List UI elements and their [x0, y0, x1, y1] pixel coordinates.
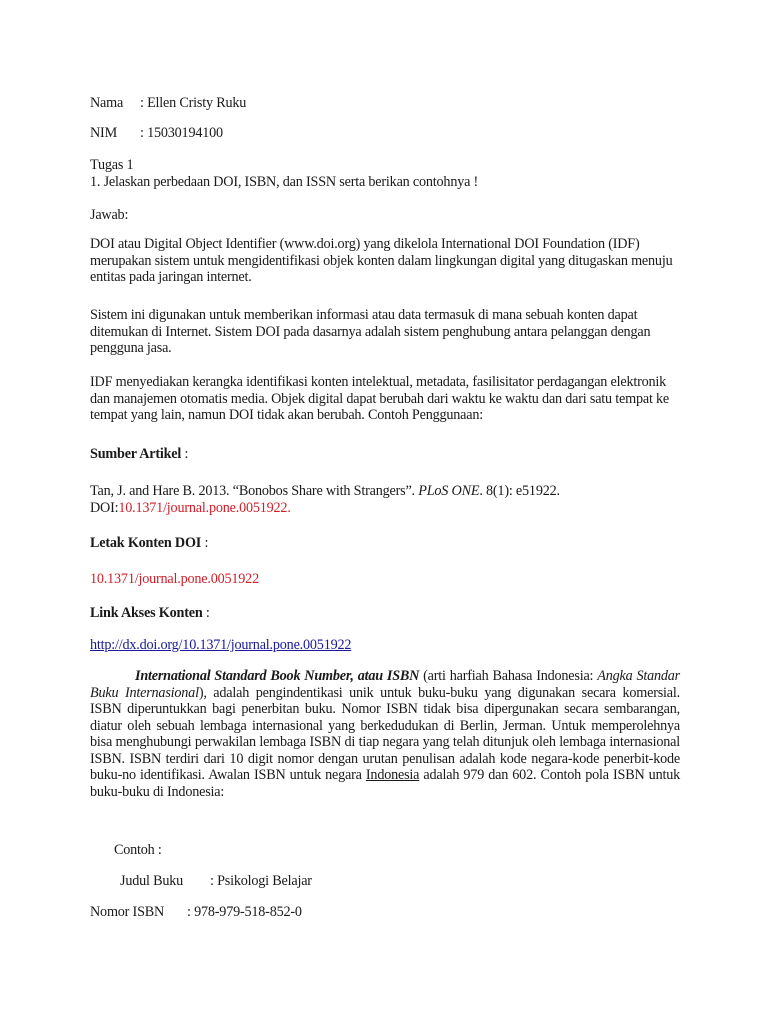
- access-link-colon: :: [202, 605, 210, 621]
- indonesia-link[interactable]: Indonesia: [365, 767, 420, 783]
- citation-doi: [90, 500, 291, 517]
- doi-paragraph-3: IDF menyediakan kerangka identifikasi konten intelektual, metadata, fasilisitator perdagangan elektronik dan manajemen otomatis media. Objek digital dapat berubah dari waktu ke waktu dan dari satu tempat ke tempat yang lain, namun DOI tidak akan berubah. Contoh Penggunaan:: [90, 374, 670, 423]
- isbn-text-2: ), adalah pengindentikasi unik untuk buku-buku yang digunakan secara komersial. ISBN diperuntukkan bagi penerbitan buku. Nomor ISBN tidak bisa dipergunakan secara sembarangan, diatur oleh sebuah lembaga internasional yang berkedudukan di Berlin, Jerman. Untuk memperolehnya bisa menghubungi perwakilan lembaga ISBN di tiap negara yang telah ditunjuk oleh lembaga internasional ISBN. ISBN terdiri dari 10 digit nomor dengan urutan penulisan adalah kode negara-kode penerbit-kode buku-no identifikasi. Awalan ISBN untuk negara: [90, 684, 680, 783]
- doi-paragraph-2: Sistem ini digunakan untuk memberikan informasi atau data termasuk di mana sebuah konten dapat ditemukan di Internet. Sistem DOI pada dasarnya adalah sistem penghubung antara pelanggan dengan pengguna jasa.: [90, 307, 651, 356]
- citation-volume: . 8(1): e51922.: [479, 483, 560, 499]
- isbn-term: International Standard Book Number, atau ISBN: [135, 668, 420, 684]
- content-location-value: 10.1371/journal.pone.0051922: [90, 571, 259, 587]
- content-location-heading: [90, 535, 208, 552]
- citation-doi-prefix: DOI:: [90, 500, 119, 516]
- isbn-text-3: adalah 979 dan 602. Contoh pola ISBN untuk buku-buku di Indonesia:: [90, 767, 680, 800]
- nim-label: NIM: [90, 125, 117, 141]
- isbn-text-1: (arti harfiah Bahasa Indonesia:: [419, 668, 598, 684]
- nim-line: [90, 125, 223, 142]
- citation: [90, 483, 560, 500]
- example-title-label: Judul Buku: [120, 873, 184, 889]
- doi-access-link[interactable]: http://dx.doi.org/10.1371/journal.pone.0051922: [90, 637, 352, 653]
- task-title: Tugas 1: [90, 157, 134, 173]
- answer-label: Jawab:: [90, 207, 129, 223]
- example-isbn-label: Nomor ISBN: [90, 904, 165, 920]
- name-line: [90, 95, 246, 112]
- example-isbn-value: : 978-979-518-852-0: [187, 904, 302, 920]
- access-link-heading: [90, 605, 210, 622]
- example-title-line: [120, 873, 312, 890]
- content-location-heading-text: Letak Konten DOI: [90, 535, 202, 551]
- example-label: Contoh :: [114, 842, 162, 858]
- doi-paragraph-1: DOI atau Digital Object Identifier (www.doi.org) yang dikelola International DOI Foundation (IDF) merupakan sistem untuk mengidentifikasi objek konten dalam lingkungan digital yang ditugaskan menuju entitas pada jaringan internet.: [90, 236, 673, 285]
- name-value: : Ellen Cristy Ruku: [140, 95, 247, 111]
- example-isbn-line: [90, 904, 302, 921]
- isbn-translation: Angka Standar Buku Internasional: [90, 668, 680, 701]
- name-label: Nama: [90, 95, 124, 111]
- citation-doi-suffix: .: [287, 500, 291, 516]
- citation-doi-value: 10.1371/journal.pone.0051922: [118, 500, 288, 516]
- source-heading-colon: :: [181, 446, 189, 462]
- example-title-value: : Psikologi Belajar: [210, 873, 312, 889]
- access-link-heading-text: Link Akses Konten: [90, 605, 203, 621]
- isbn-paragraph: [90, 668, 680, 800]
- source-heading-text: Sumber Artikel: [90, 446, 182, 462]
- content-location-colon: :: [201, 535, 209, 551]
- citation-journal: PLoS ONE: [418, 483, 480, 499]
- citation-authors: Tan, J. and Hare B. 2013. “Bonobos Share with Strangers”.: [90, 483, 419, 499]
- nim-value: : 15030194100: [140, 125, 223, 141]
- source-heading: [90, 446, 188, 463]
- task-question: 1. Jelaskan perbedaan DOI, ISBN, dan ISSN serta berikan contohnya !: [90, 174, 479, 190]
